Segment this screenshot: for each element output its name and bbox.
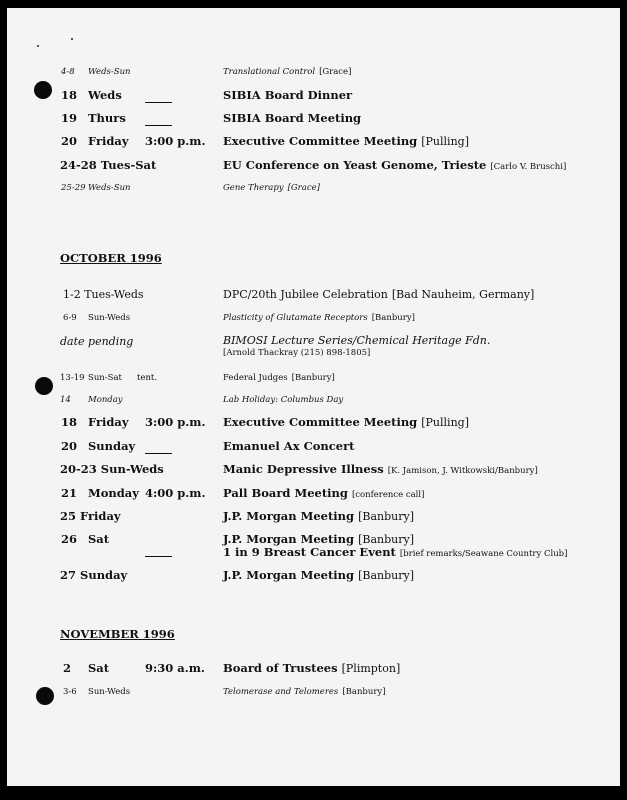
sept-date: 20	[61, 134, 78, 148]
sept-day: Weds-Sun	[88, 183, 131, 193]
sept-event: Executive Committee Meeting [Pulling]	[223, 134, 469, 148]
oct-event: Manic Depressive Illness [K. Jamison, J. Witkowski/Banbury]	[223, 462, 538, 476]
oct-date-day: 27 Sunday	[60, 568, 128, 582]
sept-day: Weds	[88, 88, 122, 102]
sept-date: 19	[61, 111, 78, 125]
blank-time-line	[145, 90, 172, 106]
oct-time: tent.	[137, 373, 158, 383]
oct-event: DPC/20th Jubilee Celebration [Bad Nauheim, Germany]	[223, 288, 535, 301]
oct-event: J.P. Morgan Meeting [Banbury]	[223, 509, 414, 523]
oct-date: 18	[61, 415, 78, 429]
blank-time-line	[145, 544, 172, 560]
oct-date: 14	[60, 395, 71, 405]
nov-date: 3-6	[63, 687, 77, 697]
oct-event: J.P. Morgan Meeting [Banbury]	[223, 532, 414, 546]
oct-event: 1 in 9 Breast Cancer Event [brief remarks/Seawane Country Club]	[223, 545, 568, 559]
sept-event: Gene Therapy [Grace]	[223, 183, 320, 193]
oct-date-pending: date pending	[60, 335, 134, 348]
sept-day: Friday	[88, 134, 129, 148]
sept-event: SIBIA Board Dinner	[223, 88, 353, 102]
oct-event: BIMOSI Lecture Series/Chemical Heritage Fdn.	[223, 334, 491, 347]
document-page	[7, 8, 620, 786]
oct-date-day: 20-23 Sun-Weds	[60, 462, 164, 476]
oct-event: Executive Committee Meeting [Pulling]	[223, 415, 469, 429]
oct-date-day: 1-2 Tues-Weds	[63, 288, 144, 301]
oct-event: Plasticity of Glutamate Receptors [Banbury]	[223, 313, 415, 323]
oct-day: Monday	[88, 486, 139, 500]
nov-day: Sun-Weds	[88, 687, 131, 697]
oct-event-note: [Arnold Thackray (215) 898-1805]	[223, 348, 371, 358]
punch-hole	[36, 687, 54, 705]
november-header: NOVEMBER 1996	[60, 627, 175, 641]
sept-event: EU Conference on Yeast Genome, Trieste [Carlo V. Bruschi]	[223, 158, 567, 172]
sept-date: 18	[61, 88, 78, 102]
oct-day: Monday	[88, 395, 123, 405]
sept-event: Translational Control [Grace]	[223, 67, 352, 77]
sept-date: 25-29	[61, 183, 86, 193]
sept-event: SIBIA Board Meeting	[223, 111, 362, 125]
oct-time: 4:00 p.m.	[145, 486, 206, 500]
nov-date: 2	[63, 661, 72, 675]
oct-event: Emanuel Ax Concert	[223, 439, 355, 453]
nov-day: Sat	[88, 661, 110, 675]
oct-day: Sunday	[88, 439, 136, 453]
speck-mark	[37, 45, 39, 47]
nov-event: Board of Trustees [Plimpton]	[223, 661, 401, 675]
oct-day: Friday	[88, 415, 129, 429]
oct-date-day: 25 Friday	[60, 509, 121, 523]
oct-date: 21	[61, 486, 78, 500]
oct-event: Federal Judges [Banbury]	[223, 373, 335, 383]
oct-date: 20	[61, 439, 78, 453]
nov-time: 9:30 a.m.	[145, 661, 205, 675]
oct-day: Sun-Weds	[88, 313, 131, 323]
sept-date: 4-8	[61, 67, 75, 77]
oct-event: J.P. Morgan Meeting [Banbury]	[223, 568, 414, 582]
sept-day: Thurs	[88, 111, 126, 125]
oct-day: Sun-Sat	[88, 373, 122, 383]
sept-date-day: 24-28 Tues-Sat	[60, 158, 157, 172]
punch-hole	[34, 81, 52, 99]
oct-time: 3:00 p.m.	[145, 415, 206, 429]
oct-event: Lab Holiday: Columbus Day	[223, 395, 344, 405]
oct-date: 13-19	[60, 373, 85, 383]
oct-date: 26	[61, 532, 78, 546]
punch-hole	[35, 377, 53, 395]
oct-day: Sat	[88, 532, 110, 546]
oct-date: 6-9	[63, 313, 77, 323]
nov-event: Telomerase and Telomeres [Banbury]	[223, 687, 386, 697]
speck-mark	[71, 38, 73, 40]
october-header: OCTOBER 1996	[60, 251, 162, 265]
sept-day: Weds-Sun	[88, 67, 131, 77]
blank-time-line	[145, 113, 172, 129]
oct-event: Pall Board Meeting [conference call]	[223, 486, 425, 500]
sept-time: 3:00 p.m.	[145, 134, 206, 148]
blank-time-line	[145, 441, 172, 457]
